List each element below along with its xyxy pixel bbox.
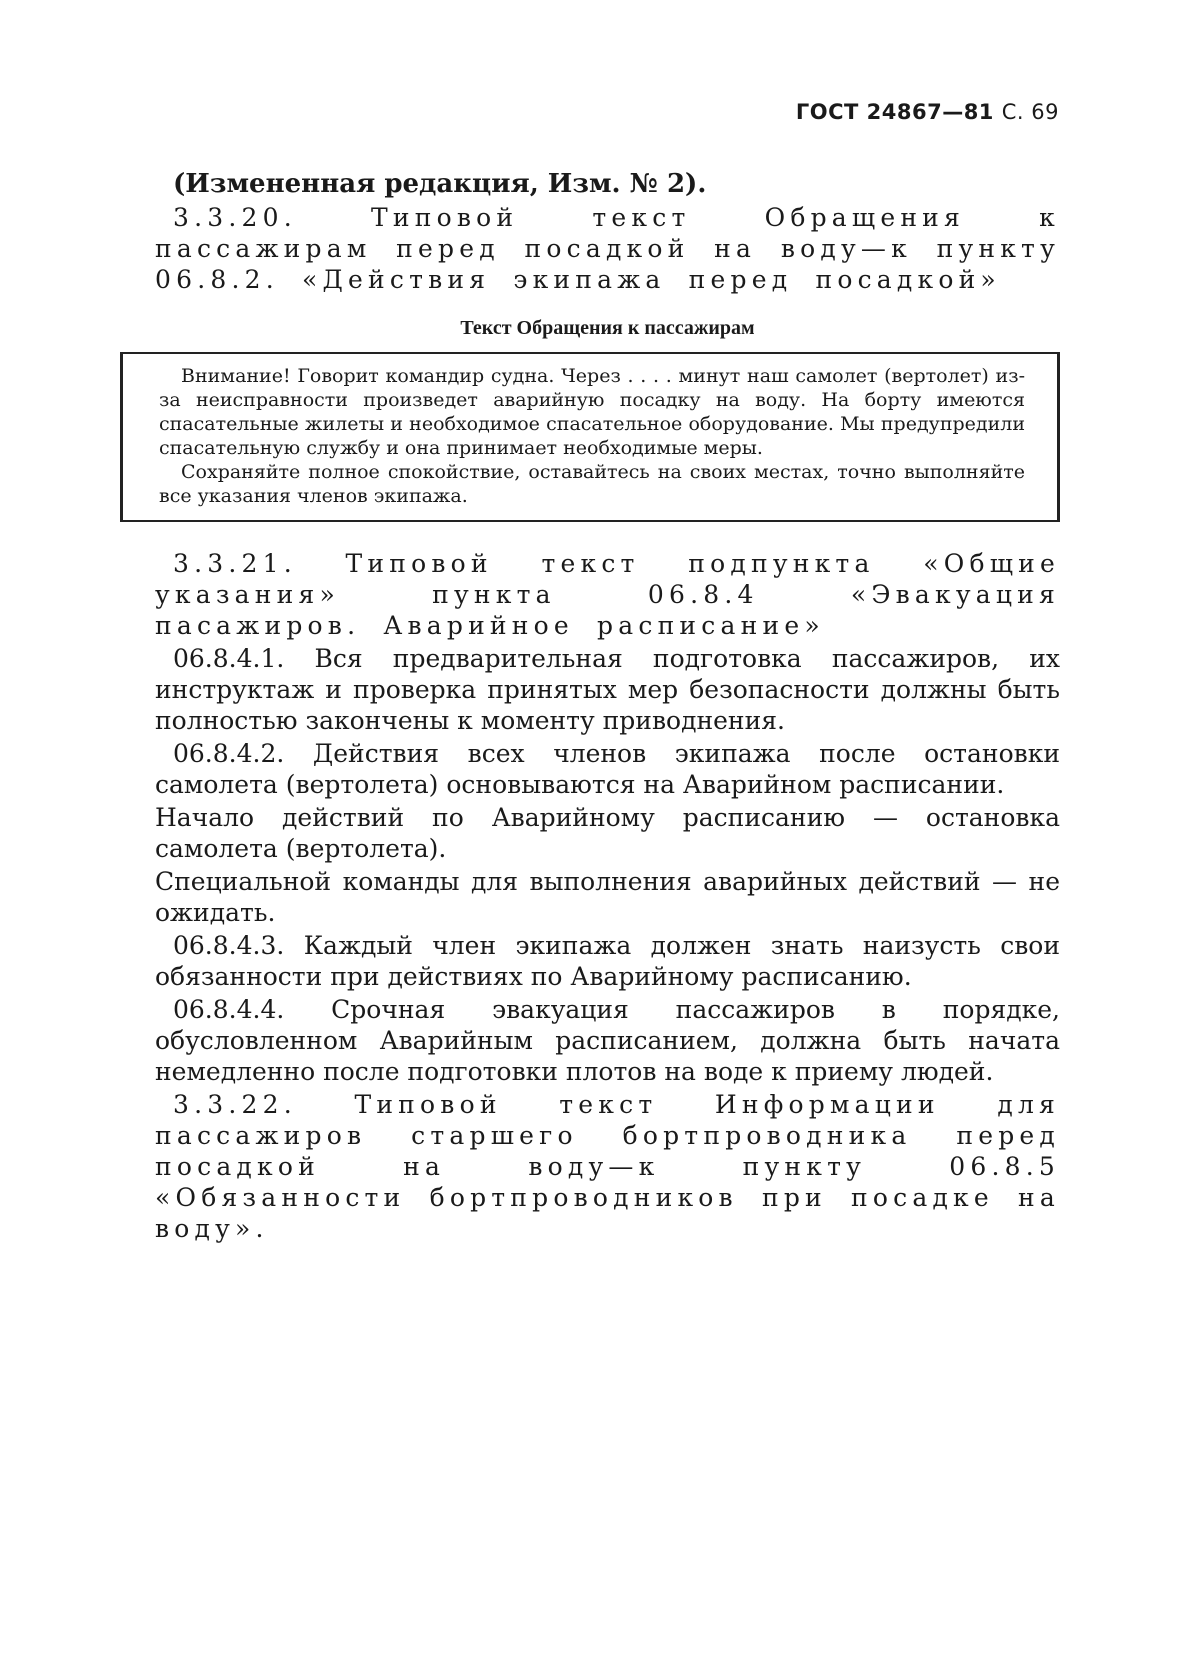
notice-paragraph-1: Внимание! Говорит командир судна. Через . . . . минут наш самолет (вертолет) из-за неисправности произведет аварийную посадку на воду. На борту имеются спасательные жилеты и необходимое спасательное оборудование. Мы предупредили спасательную службу и она принимает необходимые меры. [159, 365, 1025, 459]
paragraph-3-3-21: 3.3.21. Типовой текст подпункта «Общие указания» пункта 06.8.4 «Эвакуация пасажиров. Аварийное расписание» [155, 549, 1060, 640]
paragraph-06-8-4-4: 06.8.4.4. Срочная эвакуация пассажиров в порядке, обусловленном Аварийным расписанием, должна быть начата немедленно после подготовки плотов на воде к приему людей. [155, 995, 1060, 1086]
page-header [796, 100, 1059, 124]
paragraph-06-8-4-2: 06.8.4.2. Действия всех членов экипажа после остановки самолета (вертолета) основываются на Аварийном расписании. [155, 739, 1060, 799]
notice-paragraph-2: Сохраняйте полное спокойствие, оставайтесь на своих местах, точно выполняйте все указания членов экипажа. [159, 461, 1025, 507]
paragraph-special-command: Специальной команды для выполнения аварийных действий — не ожидать. [155, 867, 1060, 927]
paragraph-06-8-4-1: 06.8.4.1. Вся предварительная подготовка пассажиров, их инструктаж и проверка принятых мер безопасности должны быть полностью закончены к моменту приводнения. [155, 644, 1060, 735]
paragraph-3-3-22: 3.3.22. Типовой текст Информации для пассажиров старшего бортпроводника перед посадкой на воду—к пункту 06.8.5 «Обязанности бортпроводников при посадке на воду». [155, 1090, 1060, 1243]
paragraph-06-8-4-3: 06.8.4.3. Каждый член экипажа должен знать наизусть свои обязанности при действиях по Аварийному расписанию. [155, 931, 1060, 991]
paragraph-3-3-20: 3.3.20. Типовой текст Обращения к пассажирам перед посадкой на воду—к пункту 06.8.2. «Действия экипажа перед посадкой» [155, 203, 1060, 294]
standard-number: ГОСТ 24867—81 [795, 100, 994, 124]
notice-title: Текст Обращения к пассажирам [460, 317, 755, 339]
document-body [155, 168, 1060, 1244]
page-number: С. 69 [1001, 100, 1059, 124]
revision-note: (Измененная редакция, Изм. № 2). [173, 169, 707, 199]
passenger-notice-box [120, 352, 1060, 522]
paragraph-action-start: Начало действий по Аварийному расписанию — остановка самолета (вертолета). [155, 803, 1060, 863]
